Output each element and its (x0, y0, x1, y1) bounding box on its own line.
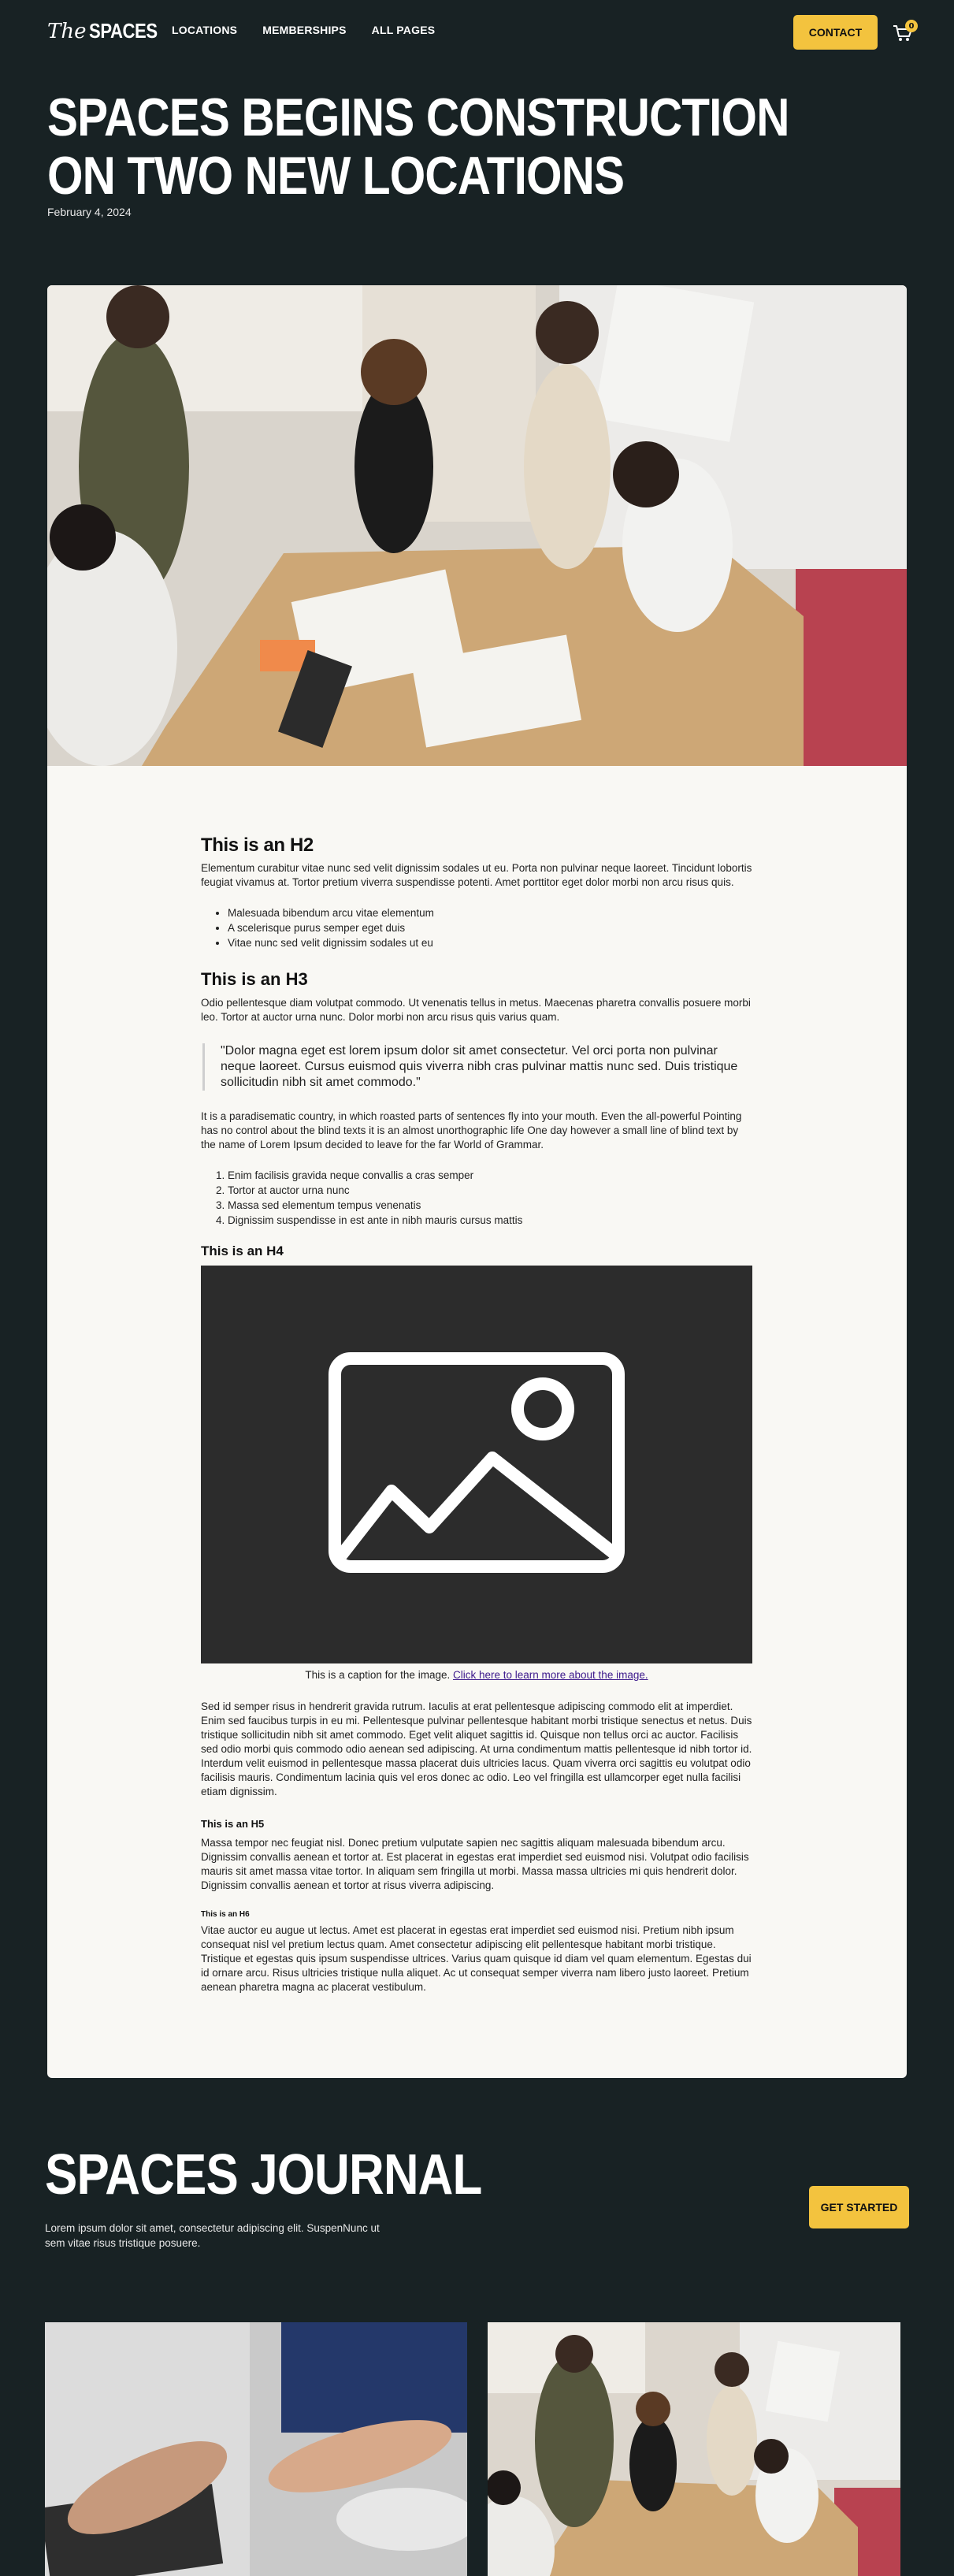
image-icon (201, 1266, 752, 1663)
get-started-button[interactable]: GET STARTED (809, 2186, 909, 2228)
cart-count-badge: 0 (905, 20, 918, 32)
paragraph: Massa tempor nec feugiat nisl. Donec pretium vulputate sapien nec sagittis aliquam malesuada bibendum arcu. Dignissim convallis aenean et tortor at. Est placerat in egestas erat imperdiet sed euismod nisi. Volutpat odio facilisis mauris sit amet massa vitae tortor. In aliquam sem fringilla ut morbi. Massa massa ultricies mi quis hendrerit dolor. Dignissim convallis aenean et tortor at risus viverra adipiscing. (201, 1837, 749, 1891)
logo[interactable] (47, 19, 169, 43)
paragraph: Sed id semper risus in hendrerit gravida rutrum. Iaculis at erat pellentesque adipiscing commodo elit at imperdiet. Enim sed faucibus turpis in eu mi. Pellentesque pulvinar pellentesque habitant morbi tristique senectus et netus. Duis tristique sollicitudin nibh sit amet commodo. Eget velit aliquet sagittis id. Quisque non tellus orci ac auctor. Facilisis sed odio morbi quis commodo odio aenean sed adipiscing. At urna condimentum mattis pellentesque id nibh tortor id. Interdum velit euismod in pellentesque massa placerat duis ultricies lacus. Quam viverra orci sagittis eu volutpat odio facilisis mauris. Condimentum lacinia quis vel eros donec ac odio. Leo vel fringilla est ullamcorper eget nulla facilisi etiam dignissim. (201, 1701, 752, 1797)
journal-title: SPACES JOURNAL (45, 2143, 482, 2206)
post-date: February 4, 2024 (47, 206, 132, 218)
bulleted-list (228, 905, 752, 950)
journal-description: Lorem ipsum dolor sit amet, consectetur adipiscing elit. SuspenNunc ut sem vitae risus tristique posuere. (45, 2222, 380, 2249)
list-item: 2. Tortor at auctor urna nunc (228, 1183, 752, 1198)
image-placeholder (201, 1266, 752, 1663)
caption-link[interactable]: Click here to learn more about the image. (452, 1669, 648, 1681)
nav-memberships[interactable]: MEMBERSHIPS (262, 24, 347, 36)
site-header (0, 0, 954, 65)
journal-card-image[interactable] (488, 2322, 900, 2576)
paragraph: Vitae auctor eu augue ut lectus. Amet est placerat in egestas erat imperdiet sed euismod nisi. Pretium nibh ipsum consequat nisl vel pretium lectus quam. Amet consectetur adipiscing elit pellentesque habitant morbi tristique. Tristique et egestas quis ipsum suspendisse ultrices. Varius quam quisque id diam vel quam elementum. Egestas dui id ornare arcu. Risus ultricies tristique nulla aliquet. Ac ut consequat semper viverra nam libero justo laoreet. Pretium aenean pharetra magna ac placerat vestibulum. (201, 1924, 752, 1993)
numbered-list (228, 1168, 752, 1228)
hero-image (47, 285, 907, 766)
caption-text: This is a caption for the image. (305, 1669, 453, 1681)
list-item: • Malesuada bibendum arcu vitae elementum (228, 905, 752, 920)
article-body (201, 835, 752, 1994)
main-nav (172, 24, 435, 36)
contact-button[interactable]: CONTACT (793, 15, 878, 50)
list-item: 3. Massa sed elementum tempus venenatis (228, 1198, 752, 1213)
nav-locations[interactable]: LOCATIONS (172, 24, 238, 36)
list-item: 4. Dignissim suspendisse in est ante in nibh mauris cursus mattis (228, 1213, 752, 1228)
image-caption (201, 1668, 752, 1682)
logo-script: The (47, 20, 87, 43)
nav-all-pages[interactable]: ALL PAGES (371, 24, 436, 36)
list-item: • Vitae nunc sed velit dignissim sodales ut eu (228, 935, 752, 950)
blockquote: "Dolor magna eget est lorem ipsum dolor sit amet consectetur. Vel orci porta non pulvinar neque laoreet. Cursus euismod quis viverra nibh cras pulvinar mattis nunc sed. Duis tristique sollicitudin nibh sit amet commodo." (202, 1043, 752, 1091)
paragraph: Elementum curabitur vitae nunc sed velit dignissim sodales ut eu. Porta non pulvinar neque laoreet. Tincidunt lobortis feugiat vivamus at. Tortor pretium viverra suspendisse potenti. Amet porttitor eget dolor morbi non arcu risus quis. (201, 862, 752, 888)
journal-card-image[interactable] (45, 2322, 467, 2576)
heading-h5: This is an H5 (201, 1818, 265, 1830)
list-item: • A scelerisque purus semper eget duis (228, 920, 752, 935)
heading-h3: This is an H3 (201, 969, 308, 989)
paragraph: It is a paradisematic country, in which roasted parts of sentences fly into your mouth. Even the all-powerful Pointing has no control about the blind texts it is an almost unorthographic life One day however a small line of blind text by the name of Lorem Ipsum decided to leave for the far World of Grammar. (201, 1110, 742, 1150)
list-item: 1. Enim facilisis gravida neque convallis a cras semper (228, 1168, 752, 1183)
logo-wordmark: SPACES (89, 19, 158, 43)
article-card (47, 285, 907, 2078)
heading-h4: This is an H4 (201, 1243, 284, 1258)
heading-h2: This is an H2 (201, 835, 314, 856)
heading-h6: This is an H6 (201, 1910, 250, 1919)
paragraph: Odio pellentesque diam volutpat commodo. Ut venenatis tellus in metus. Maecenas pharetra convallis posuere morbi leo. Tortor at auctor urna nunc. Dolor morbi non arcu risus quis varius quam. (201, 997, 751, 1023)
page-title: SPACES BEGINS CONSTRUCTION ON TWO NEW LOCATIONS (47, 87, 789, 206)
